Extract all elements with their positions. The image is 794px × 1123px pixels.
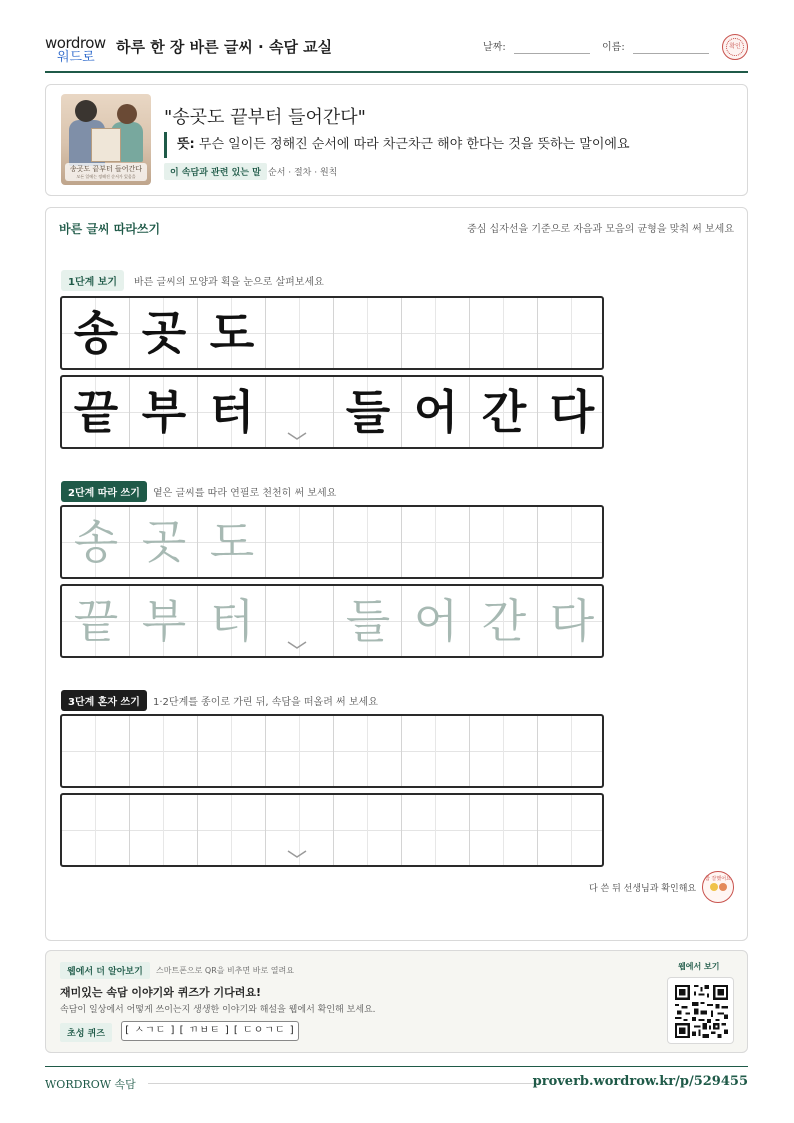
char-cell: 들 bbox=[345, 385, 391, 439]
footer-brand: WORDROW 속담 bbox=[45, 1078, 136, 1091]
proverb-title: "송곳도 끝부터 들어간다" bbox=[164, 107, 366, 128]
date-label: 날짜: bbox=[483, 42, 506, 53]
related-words: 순서 · 절차 · 원칙 bbox=[268, 168, 338, 178]
char-cell: 끝 bbox=[73, 385, 119, 439]
footer-divider bbox=[45, 1066, 748, 1067]
wordrow-logo bbox=[45, 34, 107, 65]
meaning-label: 뜻: bbox=[177, 137, 195, 152]
step1-row1-grid bbox=[60, 296, 604, 370]
char-cell: 부 bbox=[141, 385, 187, 439]
date-field[interactable] bbox=[483, 38, 590, 54]
char-cell: 송 bbox=[73, 306, 119, 360]
char-cell: 곳 bbox=[141, 306, 187, 360]
proverb-illustration bbox=[61, 94, 151, 185]
chosung-quiz-box: [ ㅅㄱㄷ ] [ ㄲㅂㅌ ] [ ㄷㅇㄱㄷ ] bbox=[121, 1021, 299, 1041]
qr-label: 웹에서 보기 bbox=[678, 962, 720, 971]
handwriting-practice-section bbox=[45, 207, 748, 941]
kids-stamp-text: 참 잘했어요 bbox=[705, 876, 731, 882]
illustration-caption bbox=[65, 163, 147, 181]
teacher-check-stamp-icon bbox=[722, 34, 748, 60]
space-chevron-icon bbox=[286, 640, 308, 650]
web-more-desc: 스마트폰으로 QR을 비추면 바로 열려요 bbox=[156, 966, 294, 975]
footer-rule bbox=[148, 1083, 538, 1084]
web-subtext: 속담이 일상에서 어떻게 쓰이는지 생생한 이야기와 해설을 웹에서 확인해 보세요. bbox=[60, 1005, 376, 1015]
web-headline: 재미있는 속담 이야기와 퀴즈가 기다려요! bbox=[60, 986, 261, 999]
trace-char-cell: 들 bbox=[345, 594, 391, 648]
logo-wordmark: wordrow bbox=[45, 34, 106, 52]
practice-title: 바른 글씨 따라쓰기 bbox=[59, 222, 161, 236]
illustration-caption-title: 송곳도 끝부터 들어간다 bbox=[69, 165, 143, 173]
step1-desc: 바른 글씨의 모양과 획을 눈으로 살펴보세요 bbox=[134, 277, 324, 288]
step1-row2-grid bbox=[60, 375, 604, 449]
check-note: 다 쓴 뒤 선생님과 확인해요 bbox=[589, 884, 697, 894]
char-cell: 간 bbox=[481, 385, 527, 439]
trace-char-cell: 곳 bbox=[141, 515, 187, 569]
web-more-section bbox=[45, 950, 748, 1053]
proverb-meaning bbox=[164, 132, 630, 158]
meaning-text: 무슨 일이든 정해진 순서에 따라 차근차근 해야 한다는 것을 뜻하는 말이에요 bbox=[198, 137, 630, 152]
space-chevron-icon bbox=[286, 431, 308, 441]
trace-char-cell: 부 bbox=[141, 594, 187, 648]
step3-desc: 1·2단계를 종이로 가린 뒤, 속담을 떠올려 써 보세요 bbox=[153, 697, 378, 708]
trace-char-cell: 다 bbox=[549, 594, 595, 648]
char-cell: 도 bbox=[209, 306, 255, 360]
logo-korean: 워드로 bbox=[57, 50, 95, 65]
step3-tag: 3단계 혼자 쓰기 bbox=[61, 690, 147, 711]
stamp-text: 확인 bbox=[729, 43, 741, 50]
step2-tag: 2단계 따라 쓰기 bbox=[61, 481, 147, 502]
name-field[interactable] bbox=[602, 38, 709, 54]
name-label: 이름: bbox=[602, 42, 625, 53]
trace-char-cell: 송 bbox=[73, 515, 119, 569]
date-blank[interactable] bbox=[514, 53, 590, 54]
name-blank[interactable] bbox=[633, 53, 709, 54]
illustration-caption-sub: 모든 일에는 정해진 순서가 있음을 bbox=[76, 174, 136, 179]
step3-row1-grid[interactable] bbox=[60, 714, 604, 788]
char-cell: 어 bbox=[413, 385, 459, 439]
good-job-stamp-icon bbox=[702, 871, 734, 903]
trace-char-cell: 간 bbox=[481, 594, 527, 648]
proverb-card bbox=[45, 84, 748, 196]
footer-url-link[interactable]: proverb.wordrow.kr/p/529455 bbox=[532, 1074, 748, 1089]
trace-char-cell: 어 bbox=[413, 594, 459, 648]
char-cell: 다 bbox=[549, 385, 595, 439]
space-chevron-icon bbox=[286, 849, 308, 859]
step2-row2-grid[interactable] bbox=[60, 584, 604, 658]
web-more-tag: 웹에서 더 알아보기 bbox=[60, 962, 150, 979]
page-header bbox=[45, 30, 748, 73]
step2-row1-grid[interactable] bbox=[60, 505, 604, 579]
chosung-quiz-tag: 초성 퀴즈 bbox=[60, 1023, 112, 1042]
qr-code-icon[interactable] bbox=[667, 977, 734, 1044]
page-title: 하루 한 장 바른 글씨 · 속담 교실 bbox=[116, 38, 333, 56]
trace-char-cell: 터 bbox=[209, 594, 255, 648]
related-words-tag: 이 속담과 관련 있는 말 bbox=[164, 163, 267, 180]
step3-row2-grid[interactable] bbox=[60, 793, 604, 867]
char-cell: 터 bbox=[209, 385, 255, 439]
step2-desc: 옅은 글씨를 따라 연필로 천천히 써 보세요 bbox=[153, 488, 337, 499]
step1-tag: 1단계 보기 bbox=[61, 270, 124, 291]
practice-hint: 중심 십자선을 기준으로 자음과 모음의 균형을 맞춰 써 보세요 bbox=[467, 224, 734, 235]
trace-char-cell: 끝 bbox=[73, 594, 119, 648]
trace-char-cell: 도 bbox=[209, 515, 255, 569]
